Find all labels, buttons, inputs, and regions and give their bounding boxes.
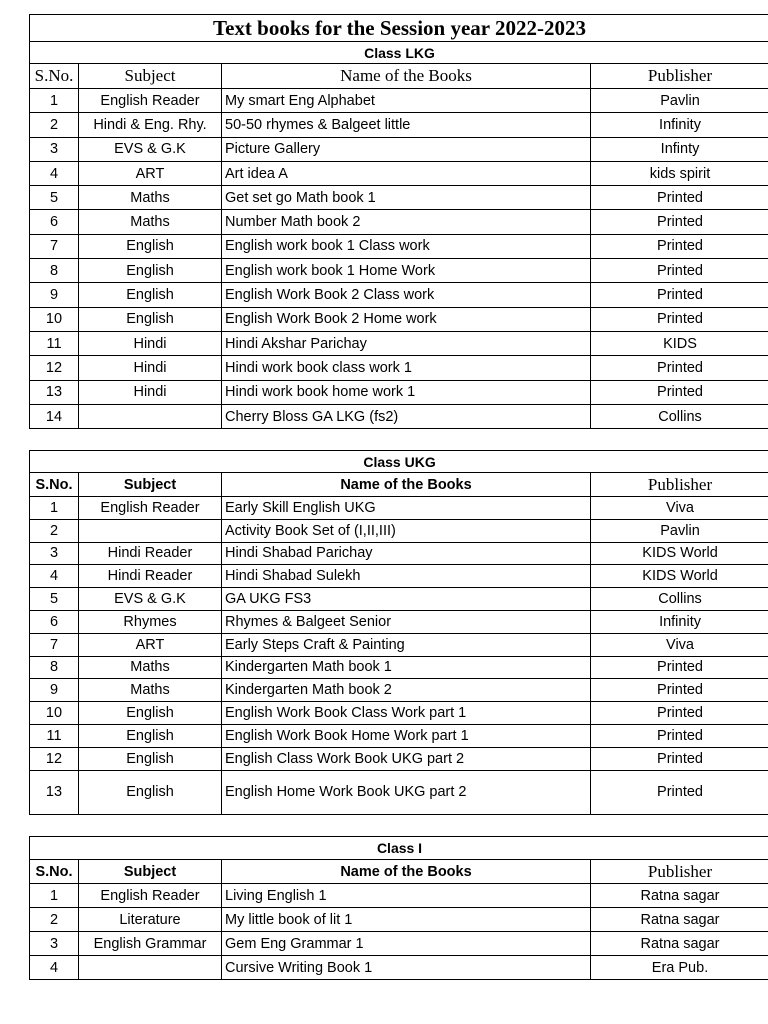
row-sno: 4: [30, 565, 79, 588]
table-row: [30, 702, 768, 725]
row-subject: Maths: [79, 656, 222, 679]
row-sno: 9: [30, 679, 79, 702]
row-subject: Hindi Reader: [79, 565, 222, 588]
table-row: [30, 307, 768, 331]
table-row: [30, 283, 768, 307]
header-publisher: Publisher: [591, 64, 768, 89]
table-row: [30, 186, 768, 210]
table-row: [30, 747, 768, 770]
row-publisher: Printed: [591, 770, 768, 814]
row-sno: 13: [30, 380, 79, 404]
row-sno: 12: [30, 747, 79, 770]
row-sno: 13: [30, 770, 79, 814]
row-sno: 4: [30, 956, 79, 980]
table-row: [30, 610, 768, 633]
row-publisher: Infinity: [591, 610, 768, 633]
row-book-name: English Work Book 2 Class work: [222, 283, 591, 307]
row-publisher: Printed: [591, 259, 768, 283]
row-sno: 10: [30, 702, 79, 725]
row-sno: 11: [30, 724, 79, 747]
row-publisher: Printed: [591, 380, 768, 404]
row-subject: Rhymes: [79, 610, 222, 633]
row-subject: ART: [79, 633, 222, 656]
row-subject: [79, 956, 222, 980]
row-book-name: 50-50 rhymes & Balgeet little: [222, 113, 591, 137]
table-row: [30, 770, 768, 814]
row-book-name: My little book of lit 1: [222, 908, 591, 932]
table-row: [30, 519, 768, 542]
row-subject: Maths: [79, 679, 222, 702]
row-subject: [79, 519, 222, 542]
table-row: [30, 497, 768, 520]
row-sno: 3: [30, 542, 79, 565]
row-book-name: Hindi Shabad Sulekh: [222, 565, 591, 588]
header-publisher: Publisher: [591, 860, 768, 884]
row-subject: EVS & G.K: [79, 588, 222, 611]
row-publisher: Viva: [591, 497, 768, 520]
class-ukg-label: Class UKG: [30, 451, 768, 473]
table-row: [30, 113, 768, 137]
table-row: [30, 724, 768, 747]
table-row: [30, 259, 768, 283]
row-book-name: English Class Work Book UKG part 2: [222, 747, 591, 770]
table-row: [30, 210, 768, 234]
row-sno: 5: [30, 186, 79, 210]
header-sno: S.No.: [30, 860, 79, 884]
header-books: Name of the Books: [222, 64, 591, 89]
row-publisher: Ratna sagar: [591, 884, 768, 908]
row-publisher: Pavlin: [591, 519, 768, 542]
row-subject: English Reader: [79, 884, 222, 908]
row-book-name: Living English 1: [222, 884, 591, 908]
header-books: Name of the Books: [222, 473, 591, 497]
row-book-name: English work book 1 Class work: [222, 234, 591, 258]
row-publisher: Printed: [591, 186, 768, 210]
row-publisher: KIDS World: [591, 542, 768, 565]
ukg-header-row: [30, 473, 768, 497]
row-publisher: Collins: [591, 404, 768, 428]
row-publisher: Pavlin: [591, 89, 768, 113]
row-publisher: Ratna sagar: [591, 908, 768, 932]
table-row: [30, 908, 768, 932]
row-subject: Maths: [79, 210, 222, 234]
row-subject: Hindi: [79, 331, 222, 355]
row-subject: English Reader: [79, 497, 222, 520]
row-subject: English: [79, 259, 222, 283]
row-book-name: Early Steps Craft & Painting: [222, 633, 591, 656]
class-1-label: Class I: [30, 837, 768, 860]
header-subject: Subject: [79, 860, 222, 884]
row-publisher: Collins: [591, 588, 768, 611]
row-publisher: Infinity: [591, 113, 768, 137]
row-sno: 1: [30, 89, 79, 113]
row-publisher: kids spirit: [591, 161, 768, 185]
row-subject: Literature: [79, 908, 222, 932]
table-row: [30, 588, 768, 611]
row-publisher: Printed: [591, 283, 768, 307]
row-book-name: Gem Eng Grammar 1: [222, 932, 591, 956]
row-book-name: Rhymes & Balgeet Senior: [222, 610, 591, 633]
row-sno: 7: [30, 234, 79, 258]
row-publisher: KIDS: [591, 331, 768, 355]
row-sno: 3: [30, 137, 79, 161]
table-row: [30, 884, 768, 908]
row-publisher: Era Pub.: [591, 956, 768, 980]
row-subject: English: [79, 283, 222, 307]
row-publisher: Printed: [591, 356, 768, 380]
table-row: [30, 656, 768, 679]
row-subject: Hindi: [79, 380, 222, 404]
row-book-name: Activity Book Set of (I,II,III): [222, 519, 591, 542]
row-sno: 11: [30, 331, 79, 355]
class1-header-row: [30, 860, 768, 884]
row-subject: Hindi & Eng. Rhy.: [79, 113, 222, 137]
row-sno: 5: [30, 588, 79, 611]
row-book-name: My smart Eng Alphabet: [222, 89, 591, 113]
row-sno: 9: [30, 283, 79, 307]
row-book-name: Number Math book 2: [222, 210, 591, 234]
row-subject: Maths: [79, 186, 222, 210]
row-book-name: English Work Book Class Work part 1: [222, 702, 591, 725]
row-publisher: Printed: [591, 656, 768, 679]
row-sno: 1: [30, 497, 79, 520]
row-subject: Hindi: [79, 356, 222, 380]
page-title: Text books for the Session year 2022-2023: [30, 15, 768, 42]
table-row: [30, 234, 768, 258]
table-row: [30, 565, 768, 588]
row-sno: 2: [30, 519, 79, 542]
class1-table: [29, 836, 768, 980]
row-subject: English: [79, 724, 222, 747]
row-book-name: GA UKG FS3: [222, 588, 591, 611]
header-books: Name of the Books: [222, 860, 591, 884]
row-book-name: English Work Book Home Work part 1: [222, 724, 591, 747]
class-lkg-label: Class LKG: [30, 42, 768, 64]
row-publisher: Printed: [591, 210, 768, 234]
row-book-name: Cursive Writing Book 1: [222, 956, 591, 980]
row-sno: 12: [30, 356, 79, 380]
table-row: [30, 380, 768, 404]
row-subject: English: [79, 747, 222, 770]
row-sno: 2: [30, 908, 79, 932]
table-row: [30, 89, 768, 113]
row-sno: 7: [30, 633, 79, 656]
row-book-name: Picture Gallery: [222, 137, 591, 161]
row-publisher: Printed: [591, 724, 768, 747]
table-row: [30, 404, 768, 428]
row-sno: 2: [30, 113, 79, 137]
row-subject: English: [79, 234, 222, 258]
row-book-name: Kindergarten Math book 1: [222, 656, 591, 679]
row-book-name: Cherry Bloss GA LKG (fs2): [222, 404, 591, 428]
row-subject: EVS & G.K: [79, 137, 222, 161]
table-row: [30, 932, 768, 956]
row-book-name: Hindi Shabad Parichay: [222, 542, 591, 565]
header-subject: Subject: [79, 64, 222, 89]
table-row: [30, 356, 768, 380]
row-subject: Hindi Reader: [79, 542, 222, 565]
row-sno: 4: [30, 161, 79, 185]
row-publisher: Printed: [591, 747, 768, 770]
row-book-name: Hindi work book class work 1: [222, 356, 591, 380]
row-publisher: Printed: [591, 679, 768, 702]
row-book-name: English Home Work Book UKG part 2: [222, 770, 591, 814]
table-row: [30, 542, 768, 565]
lkg-header-row: [30, 64, 768, 89]
row-subject: English: [79, 307, 222, 331]
row-publisher: KIDS World: [591, 565, 768, 588]
header-sno: S.No.: [30, 473, 79, 497]
header-publisher: Publisher: [591, 473, 768, 497]
row-publisher: Printed: [591, 702, 768, 725]
table-row: [30, 161, 768, 185]
row-sno: 1: [30, 884, 79, 908]
table-row: [30, 633, 768, 656]
row-book-name: Early Skill English UKG: [222, 497, 591, 520]
row-publisher: Printed: [591, 234, 768, 258]
row-sno: 6: [30, 210, 79, 234]
row-book-name: Get set go Math book 1: [222, 186, 591, 210]
row-book-name: Kindergarten Math book 2: [222, 679, 591, 702]
lkg-table: [29, 14, 768, 429]
row-subject: ART: [79, 161, 222, 185]
row-book-name: Art idea A: [222, 161, 591, 185]
row-sno: 14: [30, 404, 79, 428]
row-publisher: Viva: [591, 633, 768, 656]
row-publisher: Ratna sagar: [591, 932, 768, 956]
row-sno: 10: [30, 307, 79, 331]
row-book-name: English work book 1 Home Work: [222, 259, 591, 283]
row-publisher: Infinty: [591, 137, 768, 161]
row-subject: English Reader: [79, 89, 222, 113]
table-row: [30, 331, 768, 355]
row-subject: English: [79, 770, 222, 814]
row-sno: 6: [30, 610, 79, 633]
header-subject: Subject: [79, 473, 222, 497]
table-row: [30, 137, 768, 161]
ukg-table: [29, 450, 768, 815]
row-book-name: Hindi Akshar Parichay: [222, 331, 591, 355]
row-book-name: Hindi work book home work 1: [222, 380, 591, 404]
header-sno: S.No.: [30, 64, 79, 89]
row-publisher: Printed: [591, 307, 768, 331]
row-subject: English Grammar: [79, 932, 222, 956]
row-sno: 8: [30, 259, 79, 283]
table-row: [30, 679, 768, 702]
row-book-name: English Work Book 2 Home work: [222, 307, 591, 331]
table-row: [30, 956, 768, 980]
row-subject: English: [79, 702, 222, 725]
row-sno: 3: [30, 932, 79, 956]
row-subject: [79, 404, 222, 428]
row-sno: 8: [30, 656, 79, 679]
